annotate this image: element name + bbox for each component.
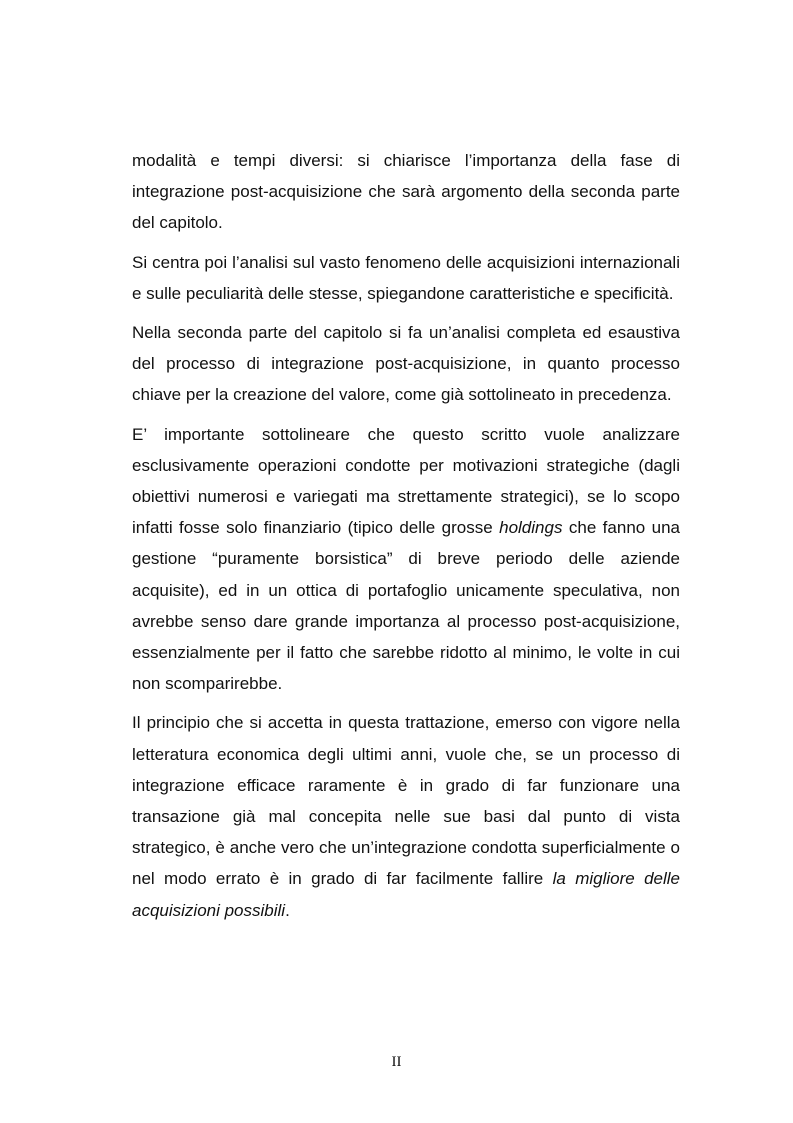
italic-term: holdings bbox=[499, 518, 563, 538]
paragraph bbox=[132, 419, 680, 700]
paragraph-text: che fanno una gestione “puramente borsistica” di breve periodo delle aziende acquisite), ed in un ottica di portafoglio unicamente speculativa, non avrebbe senso dare grande importanza al processo post-acquisizione, essenzialmente per il fatto che sarebbe ridotto al minimo, le volte in cui non scomparirebbe. bbox=[132, 518, 681, 694]
paragraph-text: Il principio che si accetta in questa trattazione, emerso con vigore nella letteratura economica degli ultimi anni, vuole che, se un processo di integrazione efficace raramente è in grado di far funzionare una transazione già mal concepita nelle sue basi dal punto di vista strategico, è anche vero che un’integrazione condotta superficialmente o nel modo errato è in grado di far facilmente fallire bbox=[132, 713, 680, 889]
paragraph bbox=[132, 707, 680, 925]
italic-phrase: la migliore delle acquisizioni possibili bbox=[132, 869, 680, 920]
page-number: II bbox=[391, 1054, 402, 1070]
paragraph-text: E’ importante sottolineare che questo scritto vuole analizzare esclusivamente operazioni condotte per motivazioni strategiche (dagli obiettivi numerosi e variegati ma strettamente strategici), se lo scopo infatti fosse solo finanziario (tipico delle grosse bbox=[132, 424, 680, 538]
paragraph: Nella seconda parte del capitolo si fa un’analisi completa ed esaustiva del processo di integrazione post-acquisizione, in quanto processo chiave per la creazione del valore, come già sottolineato in precedenza. bbox=[132, 323, 680, 405]
paragraph: modalità e tempi diversi: si chiarisce l’importanza della fase di integrazione post-acquisizione che sarà argomento della seconda parte del capitolo. bbox=[132, 151, 680, 233]
document-body bbox=[132, 145, 680, 934]
paragraph: Si centra poi l’analisi sul vasto fenomeno delle acquisizioni internazionali e sulle peculiarità delle stesse, spiegandone caratteristiche e specificità. bbox=[132, 252, 680, 303]
paragraph-text: . bbox=[285, 900, 290, 920]
